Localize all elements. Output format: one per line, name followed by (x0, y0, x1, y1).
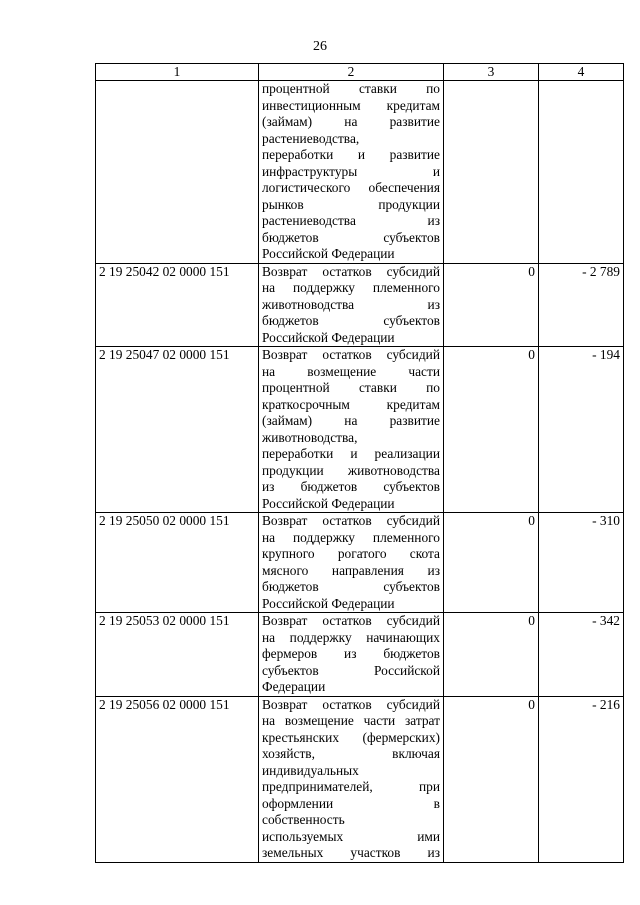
description-line: процентной ставки по (262, 81, 440, 96)
column-4-value: - 2 789 (539, 263, 624, 347)
description-line: (займам) на развитие (262, 114, 440, 129)
column-3-value: 0 (444, 263, 539, 347)
column-header-2: 2 (259, 64, 444, 81)
description-line: на поддержку племенного (262, 529, 440, 545)
description-line: мясного направления из (262, 562, 440, 578)
column-3-value (444, 81, 539, 264)
description-line: краткосрочным кредитам (262, 396, 440, 412)
budget-code-cell: 2 19 25056 02 0000 151 (96, 696, 259, 862)
table-row (96, 696, 624, 862)
description-line: бюджетов субъектов (262, 579, 440, 594)
description-cell (259, 696, 444, 862)
budget-code-cell: 2 19 25042 02 0000 151 (96, 263, 259, 347)
column-4-value: - 194 (539, 347, 624, 513)
description-line: процентной ставки по (262, 380, 440, 395)
description-line: инфраструктуры и (262, 163, 440, 179)
table-row (96, 81, 624, 264)
description-line: собственность (262, 812, 345, 827)
description-line: (займам) на развитие (262, 413, 440, 428)
description-line: логистического обеспечения (262, 180, 440, 195)
description-line: растениеводства из (262, 213, 440, 228)
page-number: 26 (313, 39, 327, 54)
description-line: рынков продукции (262, 196, 440, 212)
column-4-value: - 342 (539, 613, 624, 697)
description-line: хозяйств, включая (262, 746, 440, 761)
description-line: Российской Федерации (262, 246, 395, 261)
description-cell (259, 263, 444, 347)
description-line: крестьянских (фермерских) (262, 729, 440, 745)
description-line: бюджетов субъектов (262, 313, 440, 328)
description-line: оформлении в (262, 795, 440, 811)
description-line: бюджетов субъектов (262, 229, 440, 245)
column-4-value: - 216 (539, 696, 624, 862)
description-line: инвестиционным кредитам (262, 97, 440, 113)
column-3-value: 0 (444, 513, 539, 613)
description-line: на возмещение части (262, 363, 440, 379)
description-line: предпринимателей, при (262, 779, 440, 794)
column-3-value: 0 (444, 696, 539, 862)
column-4-value (539, 81, 624, 264)
column-4-value: - 310 (539, 513, 624, 613)
budget-code-cell: 2 19 25047 02 0000 151 (96, 347, 259, 513)
description-line: Возврат остатков субсидий (262, 513, 440, 528)
description-line: Российской Федерации (262, 495, 395, 511)
description-line: индивидуальных (262, 762, 359, 778)
description-line: крупного рогатого скота (262, 546, 440, 561)
description-cell (259, 613, 444, 697)
description-line: переработки и развитие (262, 147, 440, 162)
description-line: Возврат остатков субсидий (262, 613, 440, 628)
table-row (96, 263, 624, 347)
budget-table (95, 63, 624, 863)
description-line: Российской Федерации (262, 595, 395, 611)
description-line: Федерации (262, 679, 326, 694)
description-line: Возврат остатков субсидий (262, 696, 440, 712)
description-line: на поддержку начинающих (262, 629, 440, 645)
description-line: фермеров из бюджетов (262, 646, 440, 661)
description-line: животноводства из (262, 296, 440, 312)
description-line: животноводства, (262, 429, 358, 445)
description-line: растениеводства, (262, 130, 360, 146)
description-line: переработки и реализации (262, 446, 440, 461)
description-line: продукции животноводства (262, 462, 440, 478)
description-line: Возврат остатков субсидий (262, 347, 440, 362)
budget-code-cell: 2 19 25053 02 0000 151 (96, 613, 259, 697)
table-row (96, 613, 624, 697)
column-header-4: 4 (539, 64, 624, 81)
description-line: на возмещение части затрат (262, 713, 440, 728)
description-cell (259, 81, 444, 264)
column-header-3: 3 (444, 64, 539, 81)
description-line: Российской Федерации (262, 329, 395, 345)
column-header-1: 1 (96, 64, 259, 81)
description-line: Возврат остатков субсидий (262, 263, 440, 279)
description-line: на поддержку племенного (262, 280, 440, 295)
description-line: земельных участков из (262, 845, 440, 860)
column-3-value: 0 (444, 613, 539, 697)
budget-code-cell: 2 19 25050 02 0000 151 (96, 513, 259, 613)
column-3-value: 0 (444, 347, 539, 513)
description-line: субъектов Российской (262, 662, 440, 678)
description-cell (259, 347, 444, 513)
table-header-row (96, 64, 624, 81)
table-row (96, 347, 624, 513)
budget-code-cell (96, 81, 259, 264)
description-line: используемых ими (262, 828, 440, 844)
description-line: из бюджетов субъектов (262, 479, 440, 494)
description-cell (259, 513, 444, 613)
table-row (96, 513, 624, 613)
